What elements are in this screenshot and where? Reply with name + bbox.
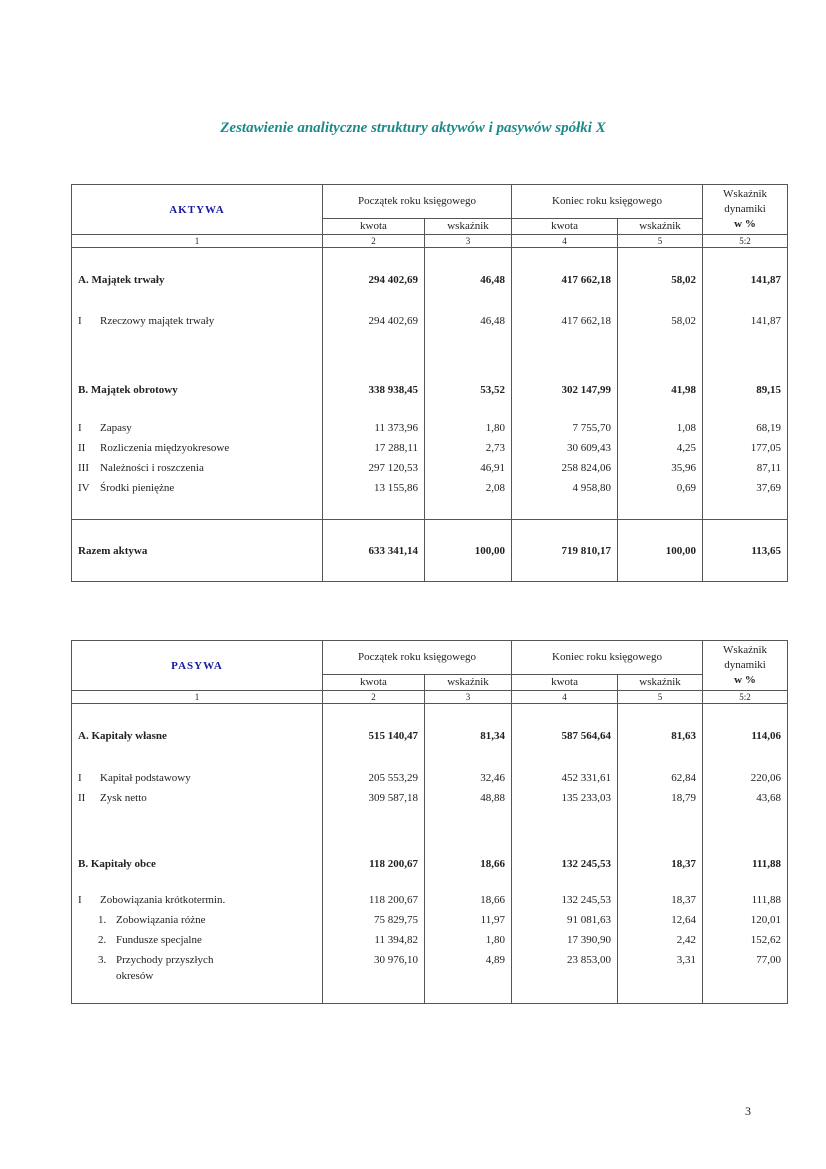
value-cell: 4 958,80 — [512, 478, 618, 498]
equity-title: A. Kapitały własne — [72, 726, 323, 746]
dynamics-header-text: Wskaźnik dynamiki — [723, 188, 768, 215]
value-cell: 23 853,00 — [512, 950, 618, 970]
liabilities-header-label: PASYWA — [72, 641, 323, 691]
row-label-text: Zapasy — [100, 421, 132, 434]
amount-header: kwota — [512, 219, 618, 235]
value-cell: 118 200,67 — [323, 854, 425, 874]
value-cell: 100,00 — [618, 520, 703, 582]
table-row — [72, 910, 788, 930]
value-cell: 113,65 — [703, 520, 788, 582]
amount-header: kwota — [512, 675, 618, 691]
value-cell: 1,80 — [425, 930, 512, 950]
table-row — [72, 438, 788, 458]
ratio-header: wskaźnik — [618, 675, 703, 691]
row-number: IV — [78, 481, 90, 494]
row-number: II — [78, 791, 86, 804]
value-cell: 135 233,03 — [512, 788, 618, 808]
amount-header: kwota — [323, 675, 425, 691]
column-index: 5 — [618, 235, 703, 248]
table-row — [72, 854, 788, 874]
row-label — [72, 910, 323, 930]
column-index: 1 — [72, 235, 323, 248]
column-index: 5:2 — [703, 235, 788, 248]
value-cell: 48,88 — [425, 788, 512, 808]
ratio-header: wskaźnik — [618, 219, 703, 235]
value-cell: 18,37 — [618, 890, 703, 910]
row-number: I — [78, 893, 82, 906]
fixed-assets-title: A. Majątek trwały — [72, 270, 323, 290]
column-index-row — [72, 691, 788, 704]
row-label-text: Należności i roszczenia — [100, 461, 204, 474]
dynamics-header-unit: w % — [734, 674, 756, 686]
value-cell: 37,69 — [703, 478, 788, 498]
row-label-continuation: okresów — [116, 969, 154, 982]
column-index: 4 — [512, 691, 618, 704]
value-cell: 120,01 — [703, 910, 788, 930]
page-number: 3 — [745, 1104, 751, 1118]
value-cell: 58,02 — [618, 312, 703, 330]
value-cell: 53,52 — [425, 380, 512, 400]
table-row — [72, 270, 788, 290]
value-cell: 43,68 — [703, 788, 788, 808]
column-index: 1 — [72, 691, 323, 704]
value-cell: 141,87 — [703, 270, 788, 290]
column-index: 4 — [512, 235, 618, 248]
end-of-year-header: Koniec roku księgowego — [512, 185, 703, 219]
table-row — [72, 312, 788, 330]
value-cell: 46,48 — [425, 270, 512, 290]
row-label — [72, 312, 323, 330]
value-cell: 46,91 — [425, 458, 512, 478]
row-number: I — [78, 421, 82, 434]
value-cell: 114,06 — [703, 726, 788, 746]
value-cell: 2,73 — [425, 438, 512, 458]
column-index: 3 — [425, 235, 512, 248]
value-cell: 417 662,18 — [512, 270, 618, 290]
value-cell: 258 824,06 — [512, 458, 618, 478]
value-cell: 87,11 — [703, 458, 788, 478]
ratio-header: wskaźnik — [425, 219, 512, 235]
row-number: I — [78, 771, 82, 784]
row-label-text: Kapitał podstawowy — [100, 771, 191, 784]
row-label-text: Fundusze specjalne — [116, 933, 202, 946]
total-assets-label: Razem aktywa — [72, 520, 323, 582]
value-cell: 11,97 — [425, 910, 512, 930]
row-number: 1. — [98, 913, 107, 926]
value-cell: 18,66 — [425, 854, 512, 874]
value-cell: 417 662,18 — [512, 312, 618, 330]
value-cell: 12,64 — [618, 910, 703, 930]
value-cell: 302 147,99 — [512, 380, 618, 400]
value-cell: 132 245,53 — [512, 890, 618, 910]
value-cell: 1,80 — [425, 418, 512, 438]
value-cell: 32,46 — [425, 768, 512, 788]
value-cell: 68,19 — [703, 418, 788, 438]
value-cell: 35,96 — [618, 458, 703, 478]
value-cell: 2,42 — [618, 930, 703, 950]
row-label — [72, 788, 323, 808]
dynamics-header — [703, 185, 788, 235]
ratio-header: wskaźnik — [425, 675, 512, 691]
table-row — [72, 478, 788, 498]
table-row — [72, 458, 788, 478]
start-of-year-header: Początek roku księgowego — [323, 185, 512, 219]
value-cell: 141,87 — [703, 312, 788, 330]
table-row — [72, 970, 788, 1004]
value-cell: 309 587,18 — [323, 788, 425, 808]
value-cell: 111,88 — [703, 890, 788, 910]
value-cell: 75 829,75 — [323, 910, 425, 930]
liabilities-table — [71, 640, 788, 1004]
row-label-text: Zysk netto — [100, 791, 147, 804]
value-cell: 13 155,86 — [323, 478, 425, 498]
dynamics-header-text: Wskaźnik dynamiki — [723, 644, 768, 671]
value-cell: 30 976,10 — [323, 950, 425, 970]
dynamics-header-unit: w % — [734, 218, 756, 230]
value-cell: 220,06 — [703, 768, 788, 788]
column-index: 5 — [618, 691, 703, 704]
dynamics-header — [703, 641, 788, 691]
row-label — [72, 768, 323, 788]
row-label-text: Rzeczowy majątek trwały — [100, 314, 215, 327]
start-of-year-header: Początek roku księgowego — [323, 641, 512, 675]
row-label — [72, 950, 323, 970]
current-assets-title: B. Majątek obrotowy — [72, 380, 323, 400]
column-index: 2 — [323, 691, 425, 704]
value-cell: 18,79 — [618, 788, 703, 808]
value-cell: 18,37 — [618, 854, 703, 874]
value-cell: 7 755,70 — [512, 418, 618, 438]
row-number: II — [78, 441, 86, 454]
value-cell: 46,48 — [425, 312, 512, 330]
foreign-capital-title: B. Kapitały obce — [72, 854, 323, 874]
column-index: 5:2 — [703, 691, 788, 704]
row-label — [72, 438, 323, 458]
page-title: Zestawienie analityczne struktury aktywów i pasywów spółki X — [220, 120, 606, 136]
column-index: 3 — [425, 691, 512, 704]
value-cell: 11 394,82 — [323, 930, 425, 950]
value-cell: 338 938,45 — [323, 380, 425, 400]
table-row — [72, 418, 788, 438]
value-cell: 17 288,11 — [323, 438, 425, 458]
value-cell: 1,08 — [618, 418, 703, 438]
value-cell: 152,62 — [703, 930, 788, 950]
value-cell: 18,66 — [425, 890, 512, 910]
row-label — [72, 970, 323, 1004]
value-cell: 41,98 — [618, 380, 703, 400]
value-cell: 30 609,43 — [512, 438, 618, 458]
row-number: I — [78, 314, 82, 327]
value-cell: 81,63 — [618, 726, 703, 746]
value-cell: 205 553,29 — [323, 768, 425, 788]
row-label-text: Środki pieniężne — [100, 481, 175, 494]
value-cell: 294 402,69 — [323, 312, 425, 330]
value-cell: 111,88 — [703, 854, 788, 874]
column-index-row — [72, 235, 788, 248]
value-cell: 17 390,90 — [512, 930, 618, 950]
value-cell: 515 140,47 — [323, 726, 425, 746]
table-row — [72, 726, 788, 746]
row-label-text: Zobowiązania krótkotermin. — [100, 893, 226, 906]
value-cell: 62,84 — [618, 768, 703, 788]
value-cell: 587 564,64 — [512, 726, 618, 746]
value-cell: 2,08 — [425, 478, 512, 498]
value-cell: 118 200,67 — [323, 890, 425, 910]
row-label-text: Przychody przyszłych — [116, 953, 214, 966]
value-cell: 719 810,17 — [512, 520, 618, 582]
value-cell: 297 120,53 — [323, 458, 425, 478]
table-row — [72, 890, 788, 910]
row-number: 3. — [98, 953, 107, 966]
total-row — [72, 520, 788, 582]
value-cell: 81,34 — [425, 726, 512, 746]
row-number: 2. — [98, 933, 107, 946]
table-row — [72, 788, 788, 808]
value-cell: 100,00 — [425, 520, 512, 582]
column-index: 2 — [323, 235, 425, 248]
row-label — [72, 930, 323, 950]
value-cell: 58,02 — [618, 270, 703, 290]
table-row — [72, 768, 788, 788]
value-cell: 633 341,14 — [323, 520, 425, 582]
table-row — [72, 380, 788, 400]
value-cell: 89,15 — [703, 380, 788, 400]
value-cell: 77,00 — [703, 950, 788, 970]
value-cell: 11 373,96 — [323, 418, 425, 438]
table-row — [72, 950, 788, 970]
assets-table — [71, 184, 788, 582]
row-label — [72, 458, 323, 478]
value-cell: 3,31 — [618, 950, 703, 970]
row-label — [72, 418, 323, 438]
row-number: III — [78, 461, 89, 474]
value-cell: 4,89 — [425, 950, 512, 970]
value-cell: 294 402,69 — [323, 270, 425, 290]
row-label — [72, 890, 323, 910]
value-cell: 452 331,61 — [512, 768, 618, 788]
end-of-year-header: Koniec roku księgowego — [512, 641, 703, 675]
value-cell: 91 081,63 — [512, 910, 618, 930]
row-label — [72, 478, 323, 498]
value-cell: 4,25 — [618, 438, 703, 458]
value-cell: 132 245,53 — [512, 854, 618, 874]
amount-header: kwota — [323, 219, 425, 235]
assets-header-label: AKTYWA — [72, 185, 323, 235]
value-cell: 0,69 — [618, 478, 703, 498]
row-label-text: Zobowiązania różne — [116, 913, 206, 926]
row-label-text: Rozliczenia międzyokresowe — [100, 441, 230, 454]
value-cell: 177,05 — [703, 438, 788, 458]
table-row — [72, 930, 788, 950]
